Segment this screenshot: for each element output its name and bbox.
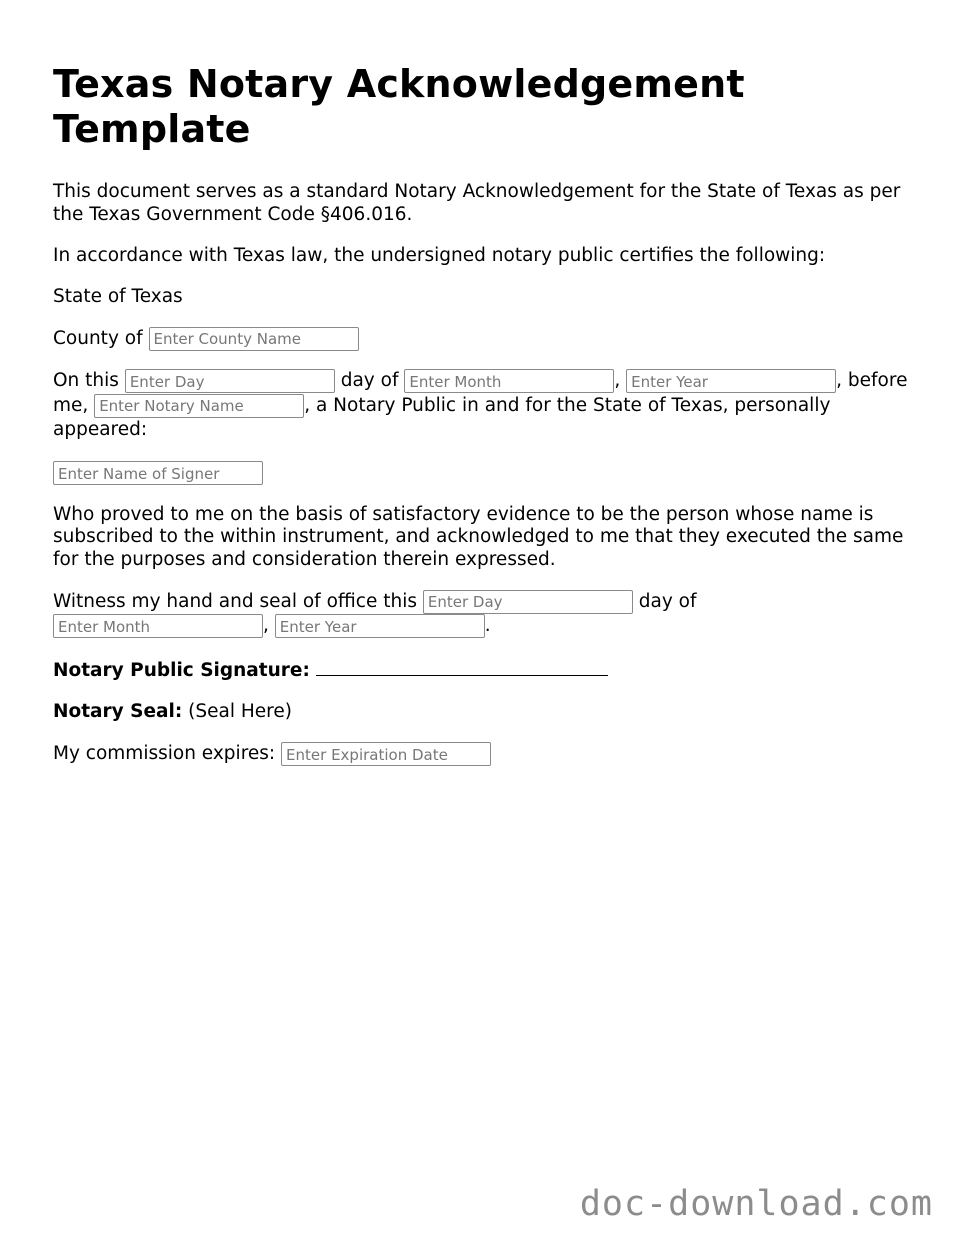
- signature-blank: [316, 657, 608, 676]
- witness-year-input[interactable]: [275, 614, 485, 638]
- document-page: [53, 62, 923, 766]
- on-this-text: On this: [53, 370, 119, 391]
- certifies-paragraph: In accordance with Texas law, the undersigned notary public certifies the following:: [53, 244, 826, 266]
- witness-period-text: .: [484, 615, 491, 636]
- witness-comma-text: ,: [263, 615, 269, 636]
- intro-paragraph: This document serves as a standard Notary Acknowledgement for the State of Texas as per the Texas Government Code §406.016.: [53, 181, 901, 225]
- day-of-text: day of: [340, 370, 399, 391]
- before-me-text: before me,: [53, 370, 908, 416]
- day-input[interactable]: [125, 369, 335, 393]
- watermark: doc-download.com: [579, 1184, 933, 1224]
- notary-public-text: , a Notary Public in and for the State of Texas, personally appeared:: [53, 394, 831, 440]
- signer-line: [53, 461, 923, 485]
- witness-paragraph: [53, 590, 923, 639]
- signer-name-input[interactable]: [53, 461, 263, 485]
- witness-text: Witness my hand and seal of office this: [53, 590, 417, 612]
- seal-label: Notary Seal:: [53, 701, 183, 722]
- county-input[interactable]: [149, 327, 359, 351]
- witness-day-of-text: day of: [638, 590, 697, 612]
- month-input[interactable]: [404, 369, 614, 393]
- expiration-date-input[interactable]: [281, 742, 491, 766]
- notary-name-input[interactable]: [94, 394, 304, 418]
- document-title: Texas Notary Acknowledgement Template: [53, 62, 745, 151]
- seal-text: (Seal Here): [188, 701, 292, 722]
- county-label: County of: [53, 327, 143, 349]
- comma-text-2: ,: [836, 370, 843, 391]
- witness-day-input[interactable]: [423, 590, 633, 614]
- commission-label: My commission expires:: [53, 743, 276, 764]
- signature-line: [53, 657, 923, 683]
- signature-label: Notary Public Signature:: [53, 660, 310, 681]
- state-line: State of Texas: [53, 285, 183, 307]
- county-line: [53, 327, 923, 351]
- commission-line: [53, 742, 923, 766]
- witness-month-input[interactable]: [53, 614, 263, 638]
- seal-line: [53, 701, 923, 724]
- year-input[interactable]: [626, 369, 836, 393]
- proved-paragraph: Who proved to me on the basis of satisfactory evidence to be the person whose name is subscribed to the within instrument, and acknowledged to me that they executed the same for the purposes and consideration therein expressed.: [53, 503, 904, 570]
- comma-text: ,: [614, 370, 621, 391]
- appearance-paragraph: [53, 369, 923, 443]
